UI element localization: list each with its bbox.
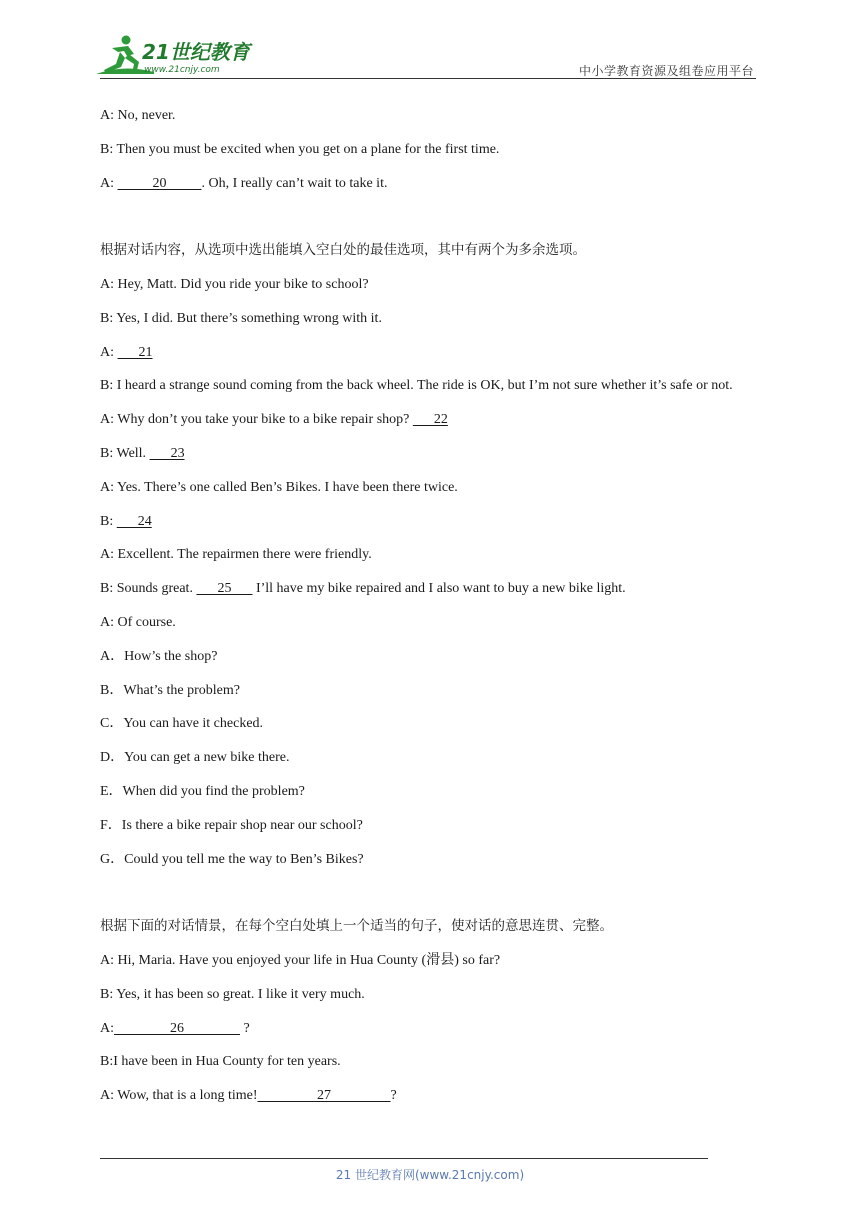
dialogue-section-3 [100, 944, 760, 1113]
dialogue-line [100, 944, 760, 978]
answer-option: D．You can get a new bike there. [100, 750, 290, 766]
dialogue-text: B: Yes, I did. But there’s something wrong with it. [100, 310, 382, 326]
dialogue-line [100, 1012, 760, 1046]
answer-blank: 22 [412, 412, 448, 428]
site-logo [94, 34, 264, 76]
header-slogan: 中小学教育资源及组卷应用平台 [578, 64, 754, 78]
dialogue-text: A: Yes. There’s one called Ben’s Bikes. I have been there twice. [100, 479, 458, 495]
dialogue-line [100, 268, 760, 302]
answer-blank: 25 [196, 581, 253, 597]
dialogue-text: ? [240, 1020, 250, 1036]
answer-blank: 23 [149, 445, 185, 461]
dialogue-text: A: [100, 175, 118, 191]
page-footer: 21 世纪教育网(www.21cnjy.com) [335, 1168, 525, 1182]
dialogue-text: A: Wow, that is a long time! [100, 1088, 258, 1104]
dialogue-line [100, 437, 760, 471]
answer-blank: 26 [114, 1020, 240, 1036]
answer-option: A．How’s the shop? [100, 648, 218, 664]
dialogue-text: B: Well. [100, 445, 150, 461]
dialogue-text: A: Hi, Maria. Have you enjoyed your life in Hua County (滑县) so far? [100, 952, 501, 968]
dialogue-line [100, 403, 760, 437]
dialogue-section-1 [100, 99, 760, 200]
options-list [100, 640, 760, 877]
dialogue-text: A: [100, 344, 118, 360]
footer-divider [100, 1158, 708, 1159]
dialogue-text: A: No, never. [100, 108, 176, 123]
answer-option: B．What’s the problem? [100, 682, 240, 698]
dialogue-line [100, 99, 760, 133]
svg-text:www.21cnjy.com: www.21cnjy.com [144, 65, 220, 75]
section-2-instruction: 根据对话内容，从选项中选出能填入空白处的最佳选项，其中有两个为多余选项。 [100, 242, 586, 259]
dialogue-text: A: Excellent. The repairmen there were friendly. [100, 547, 372, 563]
dialogue-section-2 [100, 268, 760, 640]
dialogue-line [100, 369, 760, 403]
answer-option: G．Could you tell me the way to Ben’s Bikes? [100, 851, 364, 867]
dialogue-text: A: Why don’t you take your bike to a bike repair shop? [100, 412, 413, 428]
dialogue-text: A: Of course. [100, 614, 176, 630]
dialogue-line [100, 133, 760, 167]
dialogue-line [100, 978, 760, 1012]
answer-blank: 24 [116, 513, 152, 529]
dialogue-line [100, 572, 760, 606]
runner-logo-icon [94, 34, 264, 76]
dialogue-text: B: I heard a strange sound coming from the back wheel. The ride is OK, but I’m not sure whether it’s safe or not. [100, 378, 733, 394]
dialogue-text: B:I have been in Hua County for ten years. [100, 1054, 341, 1070]
document-body [100, 99, 760, 1113]
dialogue-text: B: Sounds great. [100, 581, 197, 597]
header-divider [100, 78, 756, 79]
dialogue-text: B: [100, 513, 117, 529]
dialogue-line [100, 167, 760, 201]
dialogue-line [100, 471, 760, 505]
answer-blank: 21 [117, 344, 153, 360]
dialogue-text: . Oh, I really can’t wait to take it. [201, 175, 388, 191]
dialogue-line [100, 538, 760, 572]
dialogue-text: ? [390, 1088, 397, 1104]
dialogue-text: I’ll have my bike repaired and I also want to buy a new bike light. [252, 581, 626, 597]
dialogue-text: B: Yes, it has been so great. I like it very much. [100, 986, 365, 1002]
answer-option: E．When did you find the problem? [100, 783, 305, 799]
dialogue-line [100, 302, 760, 336]
answer-option: F．Is there a bike repair shop near our school? [100, 817, 363, 833]
section-gap [100, 200, 760, 234]
answer-blank: 20 [117, 175, 202, 191]
answer-blank: 27 [257, 1088, 391, 1104]
dialogue-text: A: [100, 1020, 114, 1036]
dialogue-line [100, 1079, 760, 1113]
page-header [0, 0, 860, 80]
section-gap [100, 876, 760, 910]
dialogue-line [100, 1045, 760, 1079]
answer-option: C．You can have it checked. [100, 716, 264, 732]
dialogue-line [100, 505, 760, 539]
dialogue-line [100, 336, 760, 370]
svg-text:21世纪教育: 21世纪教育 [142, 40, 250, 64]
dialogue-line [100, 606, 760, 640]
dialogue-text: B: Then you must be excited when you get on a plane for the first time. [100, 141, 500, 157]
section-3-instruction: 根据下面的对话情景，在每个空白处填上一个适当的句子，使对话的意思连贯、完整。 [100, 918, 613, 935]
dialogue-text: A: Hey, Matt. Did you ride your bike to school? [100, 276, 369, 292]
